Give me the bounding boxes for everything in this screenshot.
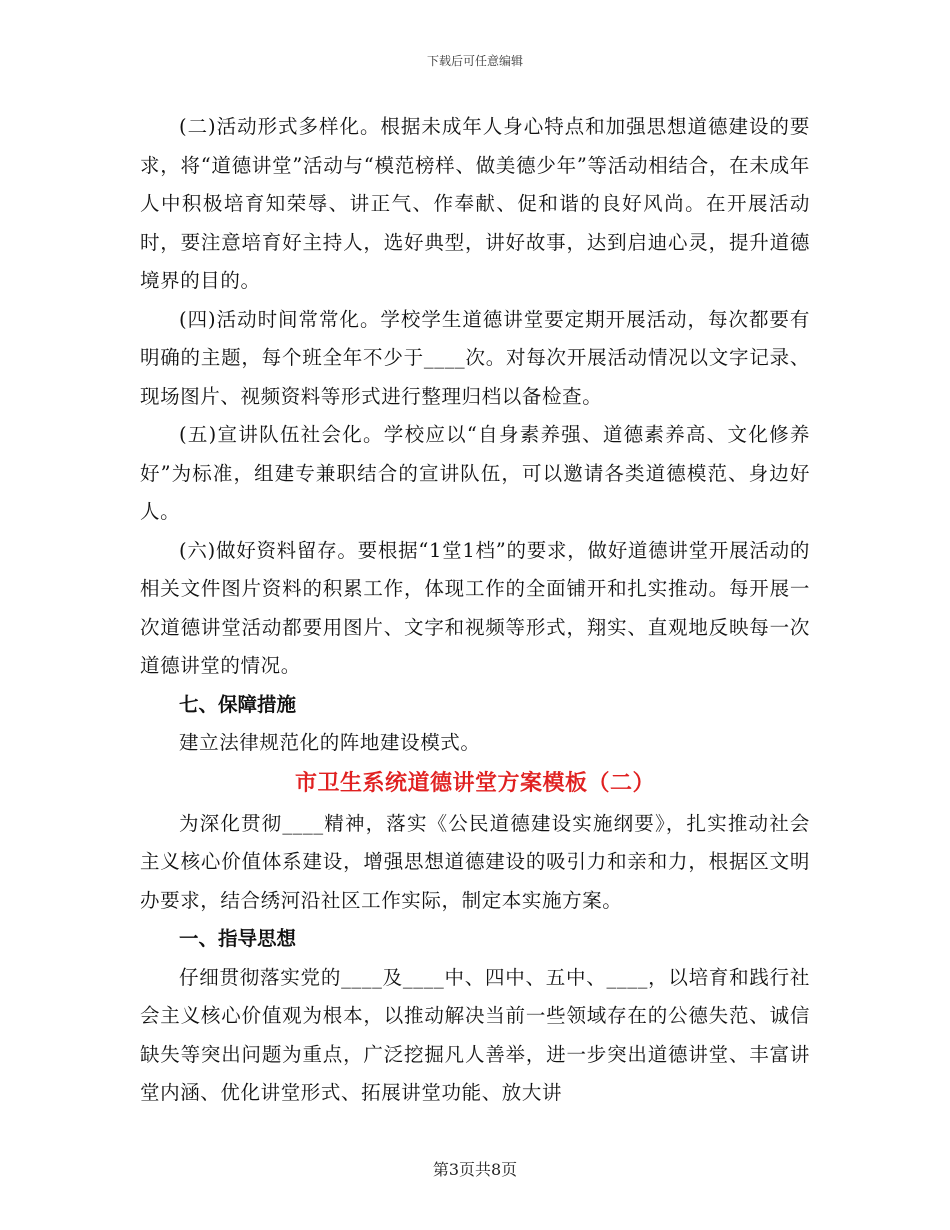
- page-footer: 第3页共8页: [432, 1160, 518, 1179]
- document-body: [140, 108, 810, 1113]
- paragraph-legal-norms: 建立法律规范化的阵地建设模式。: [179, 731, 481, 754]
- section-heading-guiding-thought: 一、指导思想: [179, 927, 297, 950]
- paragraph-intro: 为深化贯彻____精神，落实《公民道德建设实施纲要》，扎实推动社会主义核心价值体系建设，增强思想道德建设的吸引力和亲和力，根据区文明办要求，结合绣河沿社区工作实际，制定本实施方案。: [140, 811, 810, 912]
- paragraph-activity-forms: (二)活动形式多样化。根据未成年人身心特点和加强思想道德建设的要求，将“道德讲堂”活动与“模范榜样、做美德少年”等活动相结合，在未成年人中积极培育知荣辱、讲正气、作奉献、促和谐的良好风尚。在开展活动时，要注意培育好主持人，选好典型，讲好故事，达到启迪心灵，提升道德境界的目的。: [140, 115, 810, 292]
- page-header: 下载后可任意编辑: [426, 54, 523, 68]
- paragraph-guiding-thought: 仔细贯彻落实党的____及____中、四中、五中、____，以培育和践行社会主义核心价值观为根本，以推动解决当前一些领域存在的公德失范、诚信缺失等突出问题为重点，广泛挖掘凡人善举，进一步突出道德讲堂、丰富讲堂内涵、优化讲堂形式、拓展讲堂功能、放大讲: [140, 965, 810, 1104]
- section-heading-safeguards: 七、保障措施: [179, 692, 297, 716]
- paragraph-lecture-team: (五)宣讲队伍社会化。学校应以“自身素养强、道德素养高、文化修养好”为标准，组建专兼职结合的宣讲队伍，可以邀请各类道德模范、身边好人。: [140, 423, 810, 523]
- document-title: 市卫生系统道德讲堂方案模板（二）: [294, 770, 655, 796]
- paragraph-records: (六)做好资料留存。要根据“1堂1档”的要求，做好道德讲堂开展活动的相关文件图片资料的积累工作，体现工作的全面铺开和扎实推动。每开展一次道德讲堂活动都要用图片、文字和视频等形式，翔实、直观地反映每一次道德讲堂的情况。: [140, 538, 810, 677]
- paragraph-activity-time: (四)活动时间常常化。学校学生道德讲堂要定期开展活动，每次都要有明确的主题，每个班全年不少于____次。对每次开展活动情况以文字记录、现场图片、视频资料等形式进行整理归档以备检查。: [140, 307, 810, 408]
